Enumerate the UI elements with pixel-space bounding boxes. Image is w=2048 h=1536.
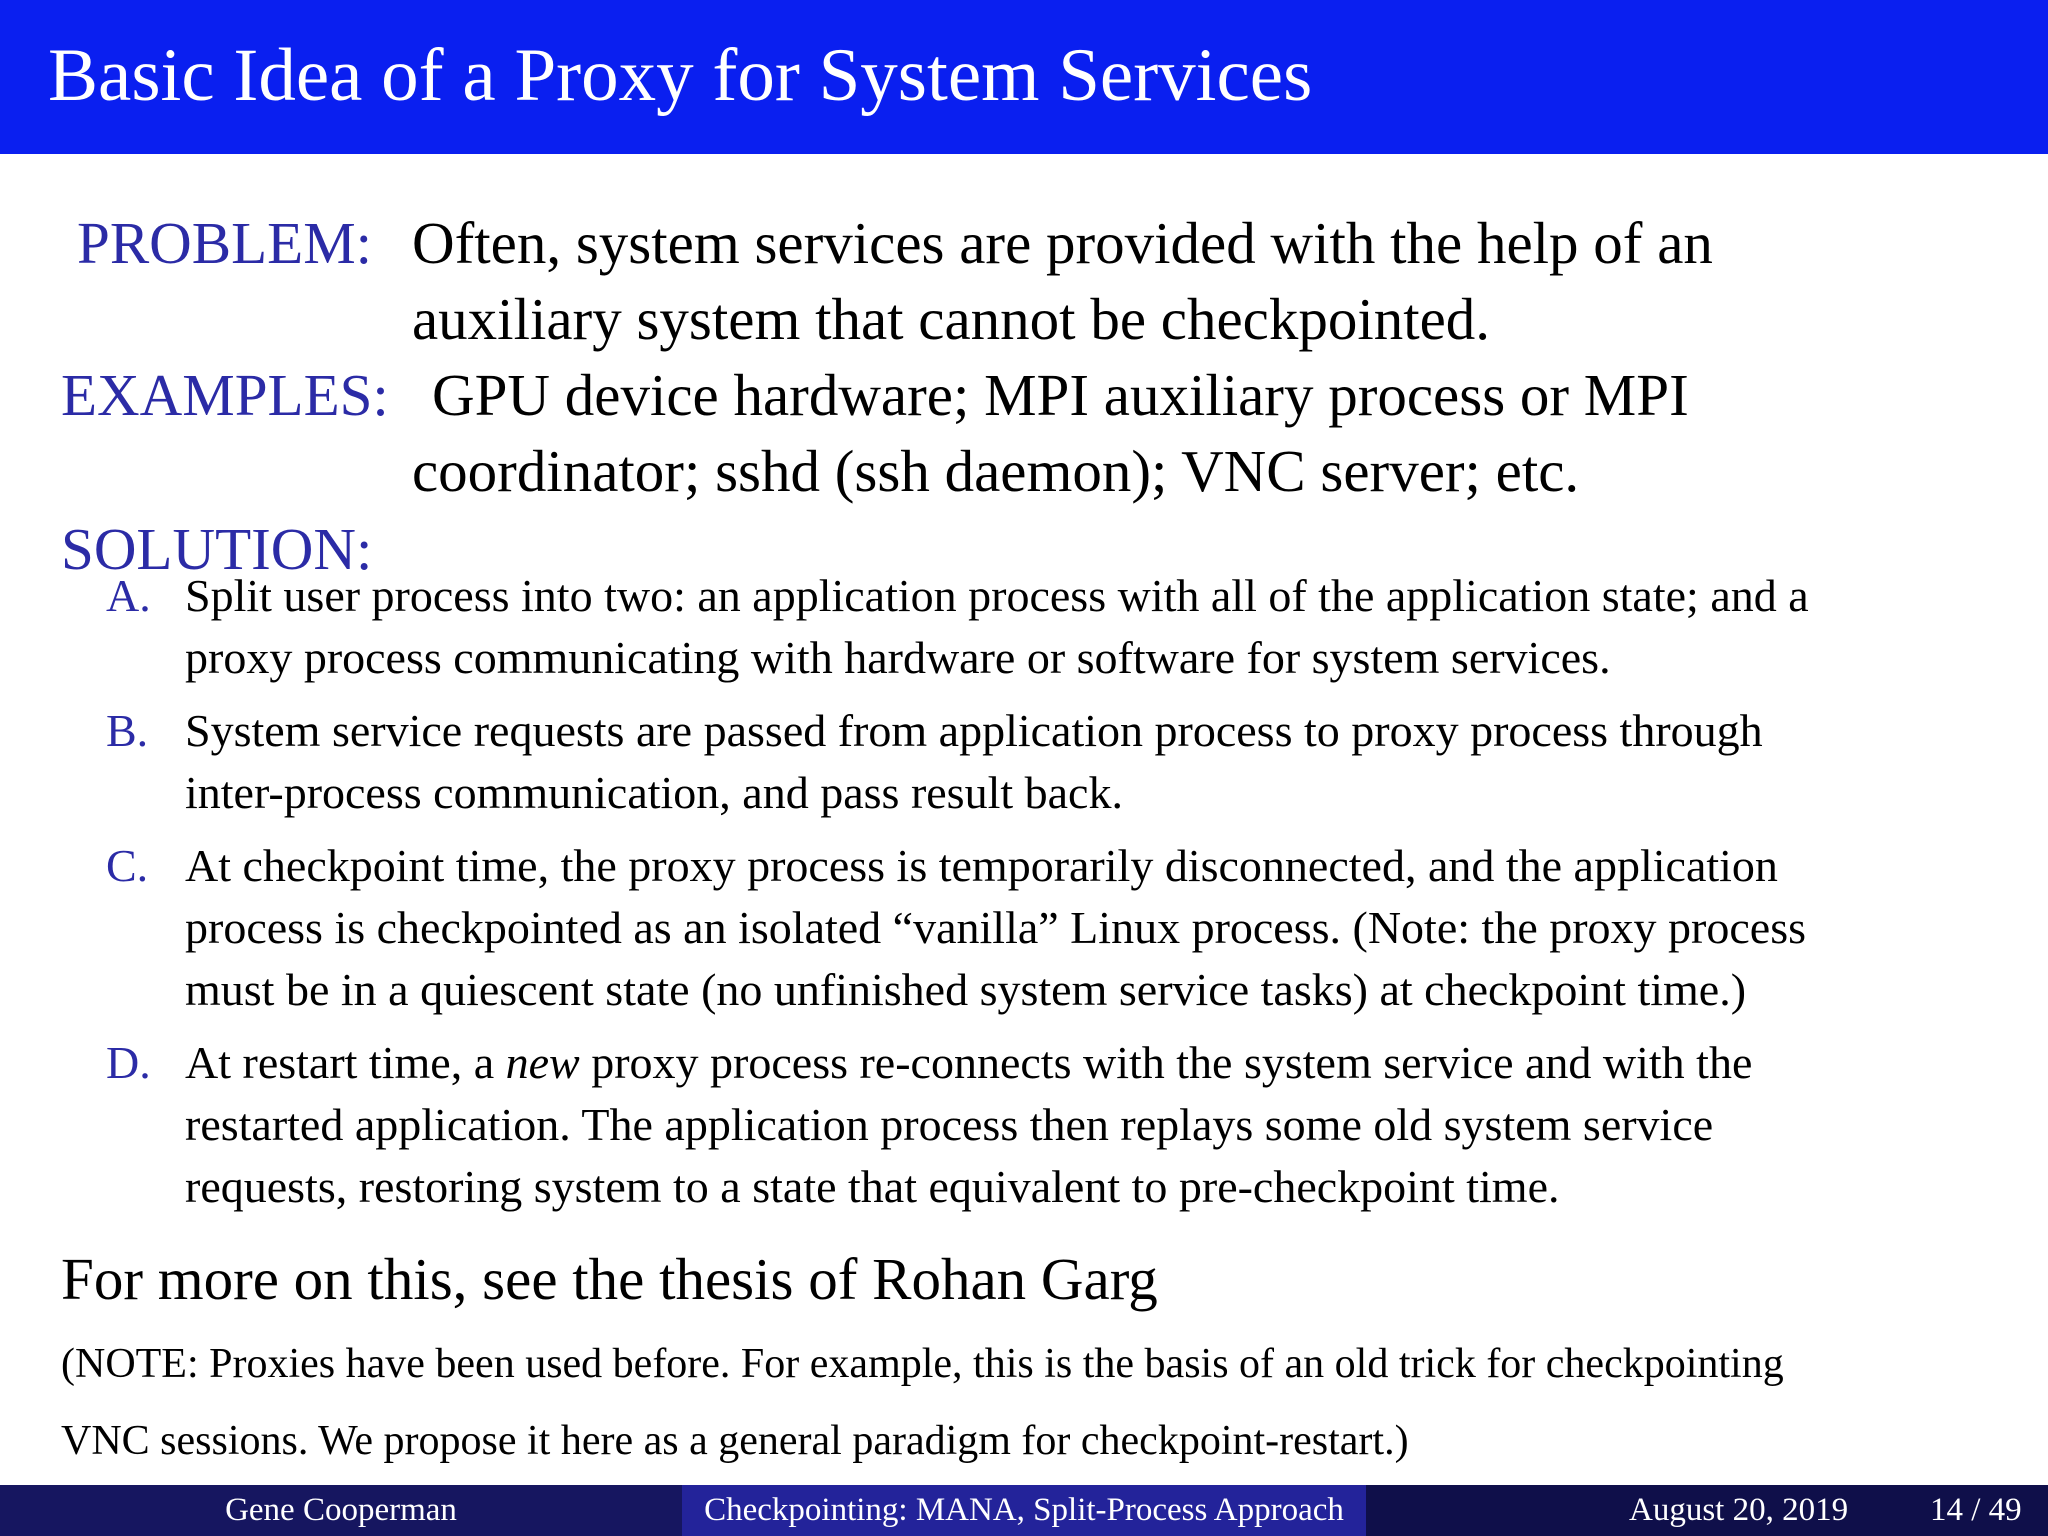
solution-item-a-line-1: Split user process into two: an application process with all of the application state; and a [185,570,1809,621]
footer-bar [0,1485,2048,1536]
examples-text-line-1: GPU device hardware; MPI auxiliary process or MPI [432,362,1689,428]
list-marker-c: C. [106,840,149,891]
problem-text-line-1: Often, system services are provided with the help of an [412,210,1713,276]
footer-info-segment [1366,1485,2048,1536]
item-d-emphasis: new [505,1037,580,1088]
solution-item-b-line-1: System service requests are passed from application process to proxy process through [185,705,1763,756]
examples-text-line-2: coordinator; sshd (ssh daemon); VNC server; etc. [412,438,1580,504]
footer-talk-title: Checkpointing: MANA, Split-Process Approach [704,1492,1344,1528]
solution-item-a-line-2: proxy process communicating with hardware or software for system services. [185,632,1611,683]
list-marker-a: A. [106,570,151,621]
solution-item-d-line-1 [185,1032,1752,1094]
footer-author: Gene Cooperman [225,1492,457,1528]
title-bar [0,0,2048,154]
footer-author-segment [0,1485,682,1536]
problem-text-line-2: auxiliary system that cannot be checkpointed. [412,286,1491,352]
solution-item-b-line-2: inter-process communication, and pass result back. [185,767,1123,818]
note-line-1: (NOTE: Proxies have been used before. For example, this is the basis of an old trick for checkpointing [61,1341,1784,1387]
item-d-text-before: At restart time, a [185,1037,506,1088]
solution-label: SOLUTION: [61,516,373,582]
slide-title: Basic Idea of a Proxy for System Services [48,34,1313,117]
problem-label: PROBLEM: [77,210,373,276]
footer-title-segment [682,1485,1366,1536]
solution-item-c-line-2: process is checkpointed as an isolated “vanilla” Linux process. (Note: the proxy process [185,902,1807,953]
solution-item-c-line-1: At checkpoint time, the proxy process is temporarily disconnected, and the application [185,840,1778,891]
further-reading: For more on this, see the thesis of Rohan Garg [61,1246,1158,1312]
list-marker-b: B. [106,705,149,756]
footer-page-number: 14 / 49 [1930,1492,2022,1528]
examples-label: EXAMPLES: [61,362,389,428]
item-d-text-after: proxy process re-connects with the system service and with the [579,1037,1753,1088]
footer-date: August 20, 2019 [1629,1492,1849,1528]
solution-item-d-line-2: restarted application. The application process then replays some old system service [185,1099,1714,1150]
solution-item-d-line-3: requests, restoring system to a state that equivalent to pre-checkpoint time. [185,1161,1560,1212]
solution-item-c-line-3: must be in a quiescent state (no unfinished system service tasks) at checkpoint time.) [185,964,1747,1015]
list-marker-d: D. [106,1037,151,1088]
note-line-2: VNC sessions. We propose it here as a general paradigm for checkpoint-restart.) [61,1418,1409,1464]
